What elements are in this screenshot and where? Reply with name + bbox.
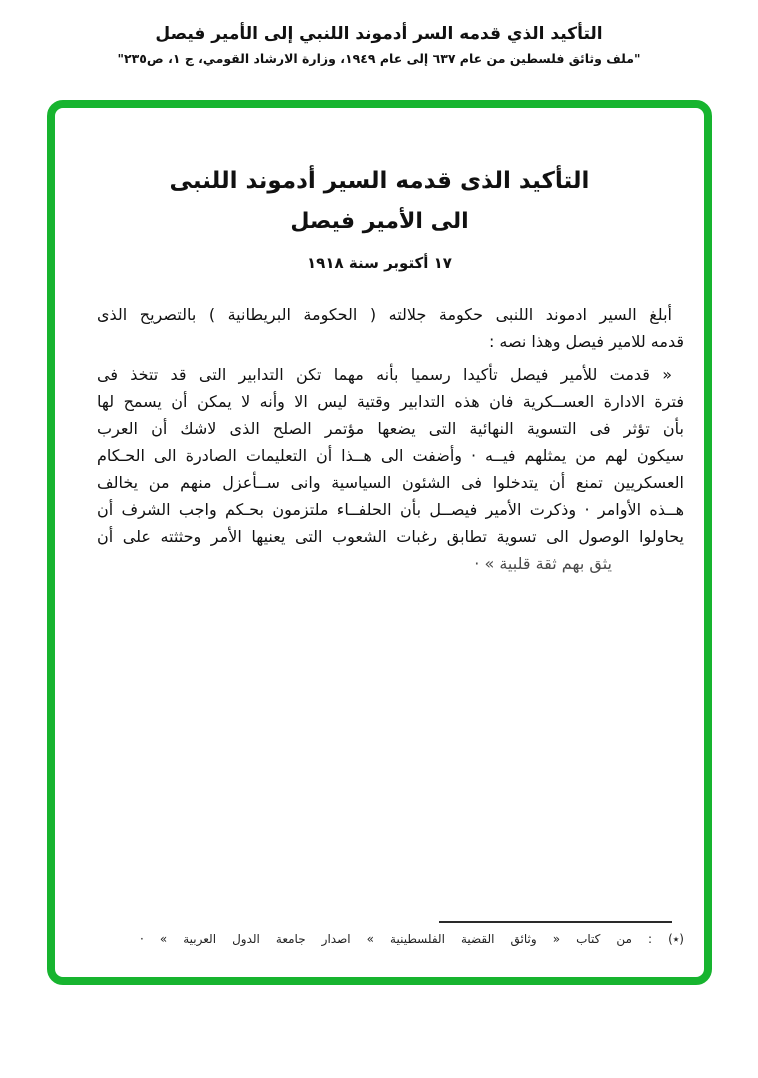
text-line: هــذه الأوامر · وذكرت الأمير فيصــل بأن الحلفــاء ملتزمون بحـكم واجب الشرف أن xyxy=(97,500,684,519)
page-header-source-citation: "ملف وثائق فلسطين من عام ٦٣٧ إلى عام ١٩٤٩، وزارة الارشاد القومي، ج ١، ص٢٣٥" xyxy=(117,51,641,66)
text-line: العسكريين تمنع أن يتدخلوا فى الشئون السياسية وانى ســأعزل منهم من يخالف xyxy=(97,473,684,492)
footnote-text: (٭) : من كتاب « وثائق القضية الفلسطينية » اصدار جامعة الدول العربية » · xyxy=(140,932,684,946)
page-header-title: التأكيد الذي قدمه السر أدموند اللنبي إلى الأمير فيصل xyxy=(155,24,603,44)
text-line: يحاولوا الوصول الى تسوية تطابق رغبات الشعوب التى يعنيها الأمر وحثثته على أن xyxy=(97,527,684,546)
intro-paragraph xyxy=(97,301,684,355)
page-header xyxy=(0,24,758,66)
text-line: يثق بهم ثقة قلبية » · xyxy=(474,554,612,573)
statement-paragraph xyxy=(97,361,684,577)
document-body xyxy=(97,301,684,577)
text-line: بأن تؤثر فى التسوية النهائية التى يضعها مؤتمر الصلح الذى لاشك أن العرب xyxy=(97,419,684,438)
document-date: ١٧ أكتوبر سنة ١٩١٨ xyxy=(307,254,452,272)
document-title-line2: الى الأمير فيصل xyxy=(290,209,469,234)
document-frame-content xyxy=(55,108,704,977)
document-frame xyxy=(47,100,712,985)
text-line: قدمه للامير فيصل وهذا نصه : xyxy=(488,332,684,351)
text-line: « قدمت للأمير فيصل تأكيدا رسميا بأنه مهما تكن التدابير التى قد تتخذ فى xyxy=(97,365,672,384)
text-line: أبلغ السير ادموند اللنبى حكومة جلالته ( الحكومة البريطانية ) بالتصريح الذى xyxy=(97,305,672,324)
footnote-divider xyxy=(439,921,672,923)
text-line: فترة الادارة العســكرية فان هذه التدابير وقتية ليس الا وأنه لا يمكن أن يسمح لها xyxy=(97,392,684,411)
text-line: سيكون لهم من يمثلهم فيــه · وأضفت الى هــذا أن التعليمات الصادرة الى الحـكام xyxy=(97,446,684,465)
document-title-line1: التأكيد الذى قدمه السير أدموند اللنبى xyxy=(169,168,590,194)
